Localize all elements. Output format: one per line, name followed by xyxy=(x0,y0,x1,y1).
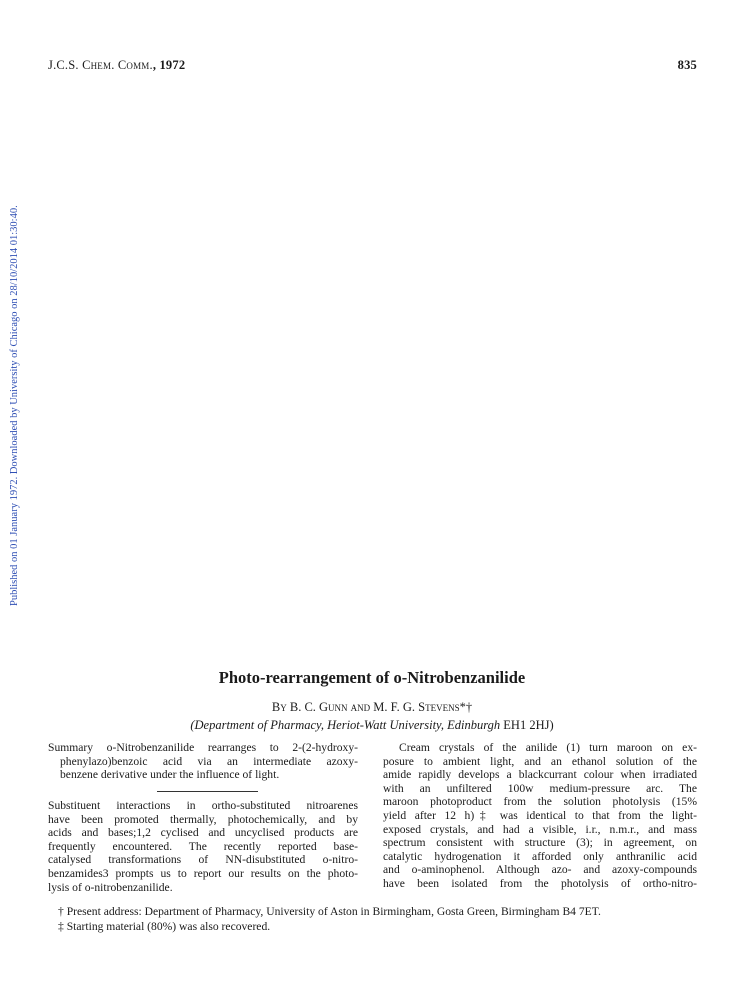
right-line: have been isolated from the photolysis of ortho-nitro- xyxy=(383,876,697,890)
right-line: amide rapidly develops a blackcurrant colour when irradiated xyxy=(383,768,697,782)
right-line: and o-aminophenol. Although azo- and azoxy-compounds xyxy=(383,863,697,877)
right-line: catalytic hydrogenation it afforded only anthranilic acid xyxy=(383,849,697,863)
summary-line: benzene derivative under the influence of light. xyxy=(60,768,280,782)
left-line: acids and bases;1,2 cyclised and uncyclised products are xyxy=(48,826,358,840)
right-line: posure to ambient light, and an ethanol solution of the xyxy=(383,754,697,768)
right-column xyxy=(383,741,697,891)
journal-name: Chem. Comm. xyxy=(82,58,153,72)
journal-header xyxy=(48,58,185,73)
footnote-starting-material: ‡ Starting material (80%) was also recovered. xyxy=(58,920,271,933)
article-affiliation xyxy=(0,718,744,733)
left-line: Substituent interactions in ortho-substituted nitroarenes xyxy=(48,799,358,812)
right-line: yield after 12 h)‡ was identical to that from the light- xyxy=(383,808,697,822)
footnote-present-address: † Present address: Department of Pharmacy, University of Aston in Birmingham, Gosta Green, Birmingham B4 7ET. xyxy=(58,905,601,918)
left-line: catalysed transformations of NN-disubstituted o-nitro- xyxy=(48,853,358,867)
footnotes xyxy=(48,904,708,934)
right-line: spectrum consistent with structure (3); in agreement, on xyxy=(383,836,697,850)
right-line: maroon photoproduct from the solution photolysis (15% xyxy=(383,795,697,809)
affiliation-postcode: EH1 2HJ) xyxy=(503,718,554,732)
download-watermark: Published on 01 January 1972. Downloaded by University of Chicago on 28/10/2014 01:30:40. xyxy=(9,205,20,606)
left-line: lysis of o-nitrobenzanilide. xyxy=(48,880,173,894)
affiliation-text: (Department of Pharmacy, Heriot-Watt University, Edinburgh xyxy=(190,718,501,732)
article-authors: By B. C. Gunn and M. F. G. Stevens*† xyxy=(271,700,473,714)
journal-year: , 1972 xyxy=(152,58,186,72)
right-line: with an unfiltered 100w medium-pressure arc. The xyxy=(383,781,697,795)
article-title: Photo-rearrangement of o-Nitrobenzanilide xyxy=(218,668,526,687)
left-column xyxy=(48,799,358,894)
summary-block xyxy=(48,741,358,782)
left-line: benzamides3 prompts us to report our results on the photo- xyxy=(48,866,358,880)
summary-line: Summary o-Nitrobenzanilide rearranges to 2-(2-hydroxy- xyxy=(48,741,358,754)
left-line: have been promoted thermally, photochemically, and by xyxy=(48,812,358,826)
journal-prefix: J.C.S. xyxy=(48,58,83,72)
right-line: Cream crystals of the anilide (1) turn maroon on ex- xyxy=(399,741,697,754)
page-number: 835 xyxy=(677,58,697,72)
right-line: exposed crystals, and had a visible, i.r., n.m.r., and mass xyxy=(383,822,697,836)
summary-divider xyxy=(157,791,258,792)
summary-line: phenylazo)benzoic acid via an intermediate azoxy- xyxy=(60,754,358,768)
left-line: frequently encountered. The recently reported base- xyxy=(48,839,358,853)
